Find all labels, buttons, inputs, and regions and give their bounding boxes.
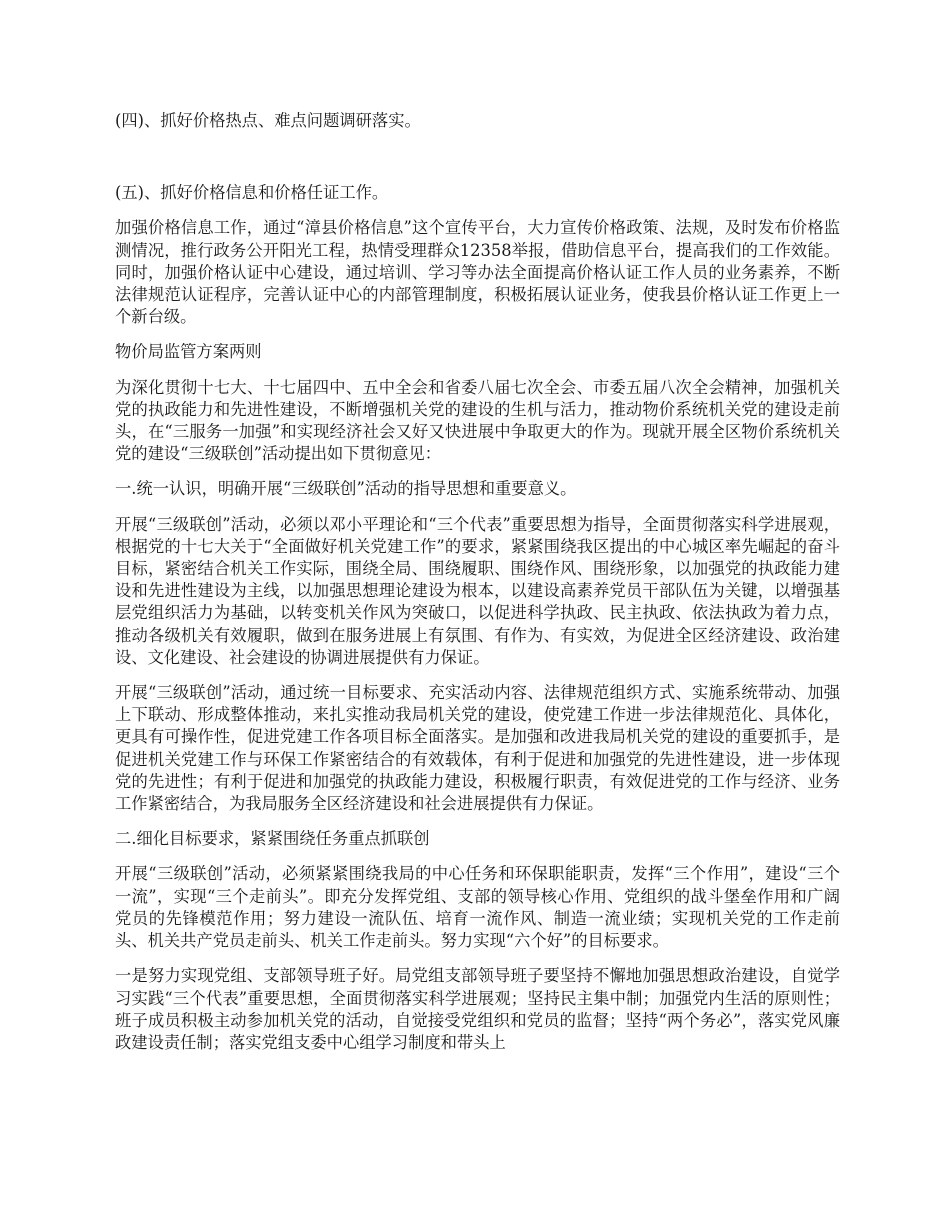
paragraph-significance: 开展“三级联创”活动，通过统一目标要求、充实活动内容、法律规范组织方式、实施系统带动、加强上下联动、形成整体推动，来扎实推动我局机关党的建设，使党建工作进一步法律规范化、具体化，更具有可操作性，促进党建工作各项目标全面落实。是加强和改进我局机关党的建设的重要抓手，是促进机关党建工作与环保工作紧密结合的有效载体，有利于促进和加强党的先进性建设，进一步体现党的先进性；有利于促进和加强党的执政能力建设，积极履行职责，有效促进党的工作与经济、业务工作紧密结合，为我局服务全区经济建设和社会进展提供有力保证。 — [115, 683, 840, 814]
section-heading-5: (五)、抓好价格信息和价格任证工作。 — [115, 183, 389, 203]
document-page — [115, 110, 840, 1054]
paragraph-guiding-ideology: 开展“三级联创”活动，必须以邓小平理论和“三个代表”重要思想为指导，全面贯彻落实科学进展观，根据党的十七大关于“全面做好机关党建工作”的要求，紧紧围绕我区提出的中心城区率先崛起的奋斗目标，紧密结合机关工作实际，围绕全局、围绕履职、围绕作风、围绕形象，以加强党的执政能力建设和先进性建设为主线，以加强思想理论建设为根本，以建设高素养党员干部队伍为关键，以增强基层党组织活力为基础，以转变机关作风为突破口，以促进科学执政、民主执政、依法执政为着力点，推动各级机关有效履职，做到在服务进展上有氛围、有作为、有实效，为促进全区经济建设、政治建设、文化建设、社会建设的协调进展提供有力保证。 — [115, 514, 840, 667]
paragraph-targets: 开展“三级联创”活动，必须紧紧围绕我局的中心任务和环保职能职责，发挥“三个作用”，建设“三个一流”，实现“三个走前头”。即充分发挥党组、支部的领导核心作用、党组织的战斗堡垒作用和广阔党员的先锋模范作用；努力建设一流队伍、培育一流作风、制造一流业绩；实现机关党的工作走前头、机关共产党员走前头、机关工作走前头。努力实现“六个好”的目标要求。 — [115, 864, 840, 951]
section-heading-one: 一.统一认识，明确开展“三级联创”活动的指导思想和重要意义。 — [115, 479, 577, 499]
paragraph-leadership: 一是努力实现党组、支部领导班子好。局党组支部领导班子要坚持不懈地加强思想政治建设，自觉学习实践“三个代表”重要思想，全面贯彻落实科学进展观；坚持民主集中制；加强党内生活的原则性；班子成员积极主动参加机关党的活动，自觉接受党组织和党员的监督；坚持“两个务必”，落实党风廉政建设责任制；落实党组支委中心组学习制度和带头上 — [115, 966, 840, 1052]
section-heading-4: (四)、抓好价格热点、难点问题调研落实。 — [115, 111, 421, 130]
document-title: 物价局监管方案两则 — [115, 342, 262, 362]
section-heading-two: 二.细化目标要求，紧紧围绕任务重点抓联创 — [115, 829, 430, 849]
paragraph-price-info: 加强价格信息工作，通过“漳县价格信息”这个宣传平台，大力宣传价格政策、法规，及时发布价格监测情况，推行政务公开阳光工程，热情受理群众12358举报，借助信息平台，提高我们的工作效能。同时，加强价格认证中心建设，通过培训、学习等办法全面提高价格认证工作人员的业务素养，不断法律规范认证程序，完善认证中心的内部管理制度，积极拓展认证业务，使我县价格认证工作更上一个新台级。 — [115, 218, 840, 327]
paragraph-intro: 为深化贯彻十七大、十七届四中、五中全会和省委八届七次全会、市委五届八次全会精神，加强机关党的执政能力和先进性建设，不断增强机关党的建设的生机与活力，推动物价系统机关党的建设走前头，在“三服务一加强”和实现经济社会又好又快进展中争取更大的作为。现就开展全区物价系统机关党的建设“三级联创”活动提出如下贯彻意见： — [115, 377, 840, 464]
